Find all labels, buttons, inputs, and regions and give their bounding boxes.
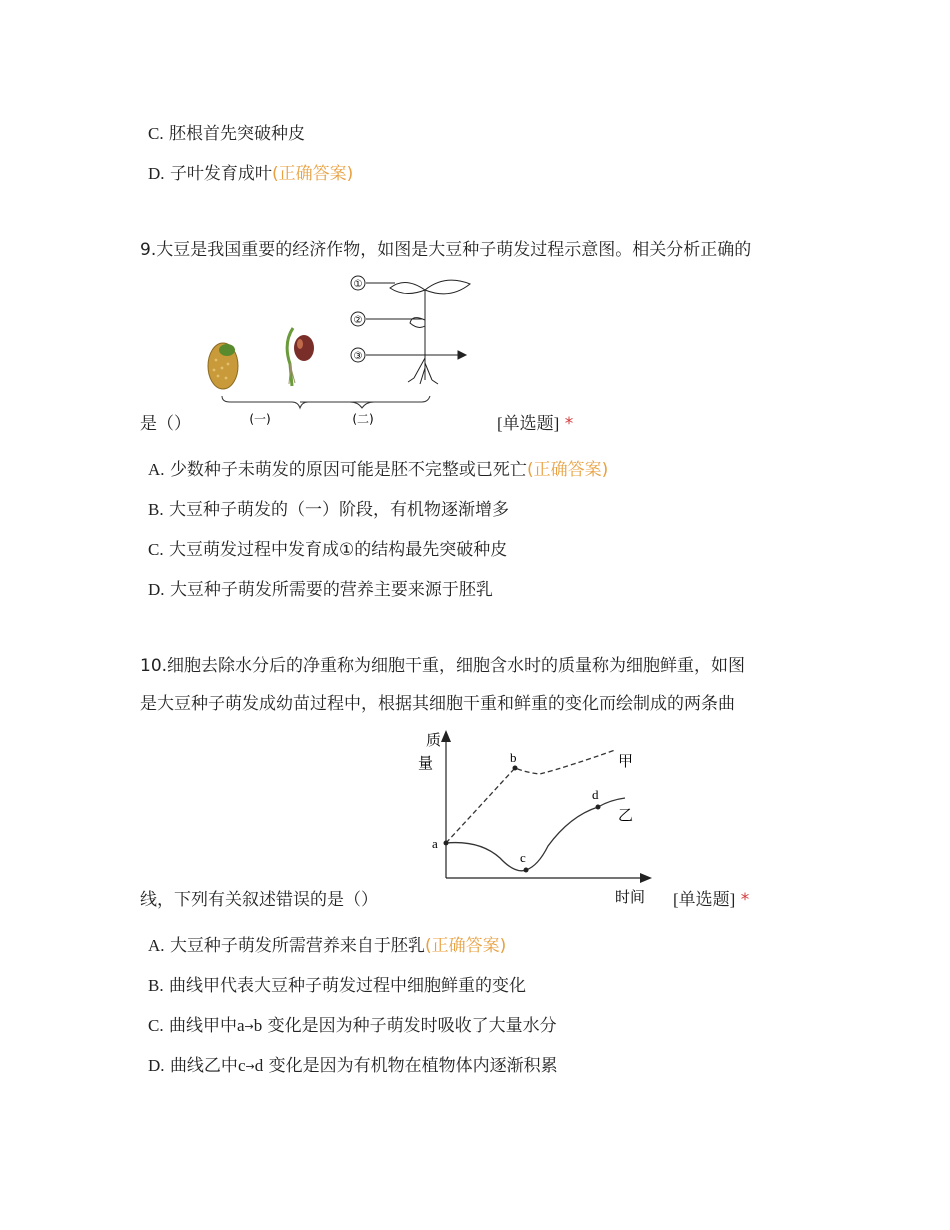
- arrow-symbol: →: [244, 1020, 254, 1033]
- q9-stem-line-2: 是（）: [140, 414, 191, 434]
- q10-option-a[interactable]: [148, 935, 506, 957]
- option-text: 少数种子未萌发的原因可能是胚不完整或已死亡: [169, 460, 527, 480]
- point-a: [444, 841, 449, 846]
- required-marker: *: [564, 414, 574, 434]
- seedling-illustration: [390, 280, 470, 384]
- point-d-label: d: [592, 787, 599, 802]
- point-b-ref: b: [253, 1016, 263, 1035]
- q10-option-b[interactable]: [148, 975, 526, 997]
- curve-jia-label: 甲: [618, 752, 634, 770]
- circled-label-3: [351, 348, 365, 362]
- q10-question-type: [673, 889, 749, 911]
- option-text-pre: 曲线甲中: [169, 1016, 237, 1036]
- option-letter: D.: [148, 1056, 165, 1075]
- option-text-post: 变化是因为有机物在植物体内逐渐积累: [268, 1056, 558, 1076]
- q8-option-c[interactable]: [148, 123, 305, 145]
- x-axis-arrow: [640, 873, 652, 883]
- option-letter: B.: [148, 500, 164, 519]
- q9-option-b[interactable]: [148, 499, 509, 521]
- point-d-ref: d: [254, 1056, 264, 1075]
- q9-option-d[interactable]: [148, 579, 493, 601]
- q8-option-d[interactable]: [148, 163, 353, 185]
- option-text: 大豆萌发过程中发育成①的结构最先突破种皮: [169, 540, 508, 560]
- q9-option-a[interactable]: [148, 459, 608, 481]
- point-c-label: c: [520, 850, 526, 865]
- option-text-pre: 曲线乙中: [169, 1056, 238, 1076]
- y-axis-arrow: [441, 730, 451, 742]
- q10-stem-line-2: 是大豆种子萌发成幼苗过程中，根据其细胞干重和鲜重的变化而绘制成的两条曲: [140, 694, 735, 714]
- correct-answer-tag: (正确答案): [271, 164, 354, 184]
- option-text: 子叶发育成叶: [169, 164, 272, 184]
- point-c-ref: c: [237, 1056, 246, 1075]
- point-d: [596, 805, 601, 810]
- option-letter: B.: [148, 976, 164, 995]
- curve-yi-label: 乙: [618, 806, 634, 824]
- mass-time-graph: [410, 728, 660, 908]
- q10-stem-line-3: 线，下列有关叙述错误的是（）: [140, 890, 378, 910]
- x-label: 时间: [615, 888, 646, 906]
- question-type-label: [单选题]: [673, 890, 736, 909]
- q9-option-c[interactable]: [148, 539, 507, 561]
- option-letter: C.: [148, 540, 164, 559]
- option-text: 大豆种子萌发所需营养来自于胚乳: [169, 936, 425, 956]
- option-text: 大豆种子萌发所需要的营养主要来源于胚乳: [169, 580, 493, 600]
- y-label-1: 质: [426, 731, 442, 749]
- option-letter: D.: [148, 580, 165, 599]
- point-a-label: a: [432, 836, 438, 851]
- sprouting-seed-illustration: [287, 328, 314, 386]
- option-letter: D.: [148, 164, 165, 183]
- soybean-seed-illustration: [208, 343, 238, 389]
- point-b-label: b: [510, 750, 517, 765]
- q10-option-c[interactable]: [148, 1015, 557, 1039]
- option-letter: A.: [148, 936, 165, 955]
- point-b: [513, 766, 518, 771]
- option-letter: C.: [148, 124, 164, 143]
- correct-answer-tag: (正确答案): [424, 936, 507, 956]
- correct-answer-tag: (正确答案): [526, 460, 609, 480]
- label-1: ①: [353, 279, 363, 290]
- q9-stem-line-1: 9.大豆是我国重要的经济作物，如图是大豆种子萌发过程示意图。相关分析正确的: [140, 240, 752, 260]
- label-2: ②: [353, 315, 363, 326]
- q9-question-type: [497, 413, 573, 435]
- question-type-label: [单选题]: [497, 414, 560, 433]
- arrow-symbol: →: [245, 1060, 255, 1073]
- q10-stem-line-1: 10.细胞去除水分后的净重称为细胞干重，细胞含水时的质量称为细胞鲜重，如图: [140, 656, 746, 676]
- point-a-ref: a: [237, 1016, 245, 1035]
- seed-germination-figure: [200, 268, 490, 430]
- option-text: 大豆种子萌发的（一）阶段，有机物逐渐增多: [169, 500, 509, 520]
- curve-jia: [446, 750, 615, 843]
- q10-option-d[interactable]: [148, 1055, 558, 1079]
- y-label-2: 量: [418, 754, 434, 772]
- circled-label-2: [351, 312, 365, 326]
- option-letter: A.: [148, 460, 165, 479]
- circled-label-1: [351, 276, 365, 290]
- option-text-post: 变化是因为种子萌发时吸收了大量水分: [267, 1016, 557, 1036]
- required-marker: *: [740, 890, 750, 910]
- stage-label-1: (一): [249, 412, 271, 426]
- option-text: 胚根首先突破种皮: [169, 124, 305, 144]
- point-c: [524, 868, 529, 873]
- stage-label-2: (二): [352, 412, 374, 426]
- label-pointer-lines: [366, 283, 466, 359]
- option-text: 曲线甲代表大豆种子萌发过程中细胞鲜重的变化: [169, 976, 526, 996]
- option-letter: C.: [148, 1016, 164, 1035]
- label-3: ③: [353, 351, 363, 362]
